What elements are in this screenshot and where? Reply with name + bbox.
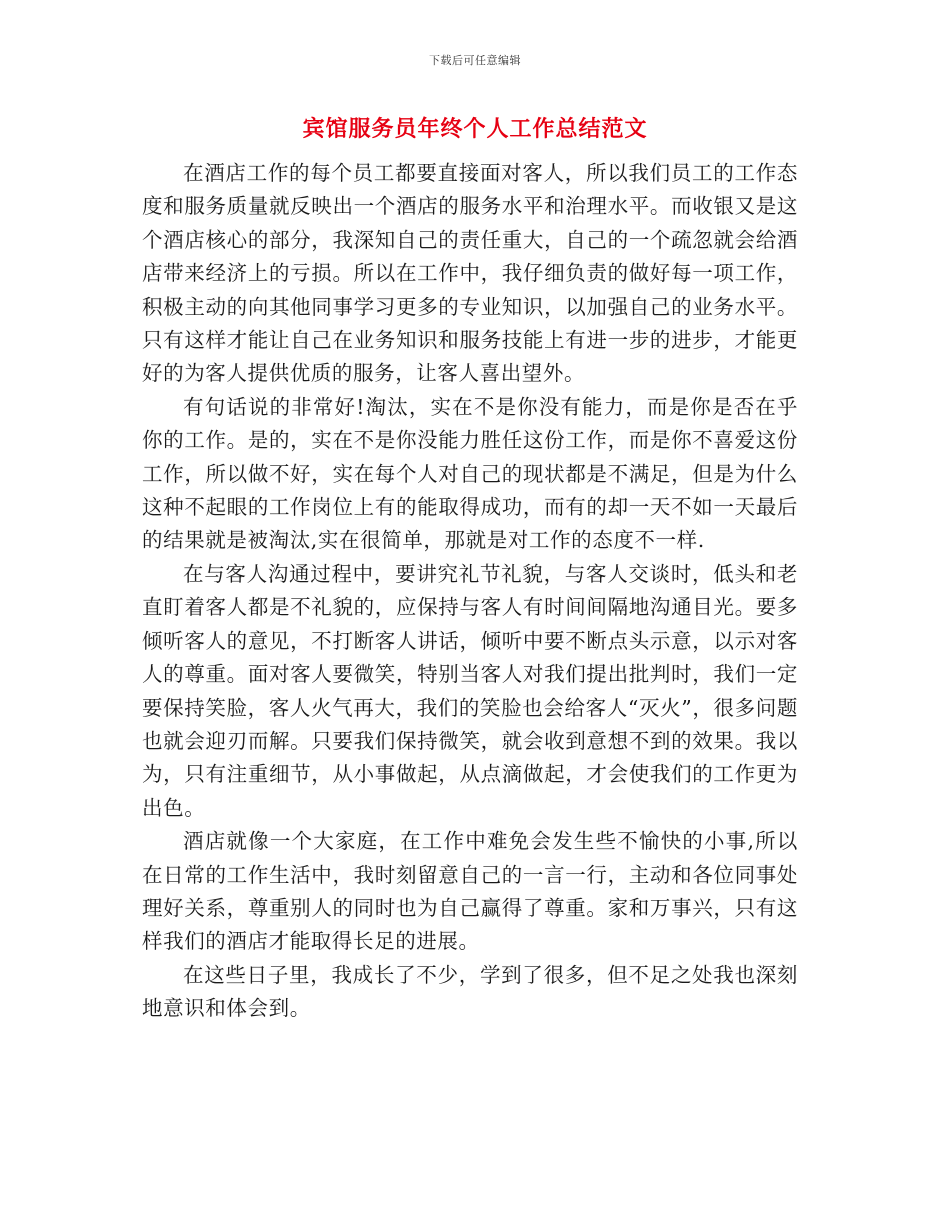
paragraph-4: 酒店就像一个大家庭，在工作中难免会发生些不愉快的小事,所以在日常的工作生活中，我时刻留意自己的一言一行，主动和各位同事处理好关系，尊重别人的同时也为自己赢得了尊重。家和万事兴，只有这样我们的酒店才能取得长足的进展。 [142, 829, 798, 954]
header-note: 下载后可任意编辑 [429, 54, 521, 67]
paragraph-2: 有句话说的非常好!淘汰，实在不是你没有能力，而是你是否在乎你的工作。是的，实在不是你没能力胜任这份工作，而是你不喜爱这份工作，所以做不好，实在每个人对自己的现状都是不满足，但是为什么这种不起眼的工作岗位上有的能取得成功，而有的却一天不如一天最后的结果就是被淘汰,实在很简单，那就是对工作的态度不一样. [142, 394, 798, 553]
paragraph-1: 在酒店工作的每个员工都要直接面对客人，所以我们员工的工作态度和服务质量就反映出一个酒店的服务水平和治理水平。而收银又是这个酒店核心的部分，我深知自己的责任重大，自己的一个疏忽就会给酒店带来经济上的亏损。所以在工作中，我仔细负责的做好每一项工作，积极主动的向其他同事学习更多的专业知识，以加强自己的业务水平。只有这样才能让自己在业务知识和服务技能上有进一步的进步，才能更好的为客人提供优质的服务，让客人喜出望外。 [142, 161, 798, 386]
paragraph-3: 在与客人沟通过程中，要讲究礼节礼貌，与客人交谈时，低头和老直盯着客人都是不礼貌的，应保持与客人有时间间隔地沟通目光。要多倾听客人的意见，不打断客人讲话，倾听中要不断点头示意，以示对客人的尊重。面对客人要微笑，特别当客人对我们提出批判时，我们一定要保持笑脸，客人火气再大，我们的笑脸也会给客人“灭火”，很多问题也就会迎刃而解。只要我们保持微笑，就会收到意想不到的效果。我以为，只有注重细节，从小事做起，从点滴做起，才会使我们的工作更为出色。 [142, 561, 798, 820]
document-body [142, 157, 798, 1026]
document-title: 宾馆服务员年终个人工作总结范文 [302, 117, 648, 142]
paragraph-5: 在这些日子里，我成长了不少，学到了很多，但不足之处我也深刻地意识和体会到。 [142, 962, 798, 1021]
